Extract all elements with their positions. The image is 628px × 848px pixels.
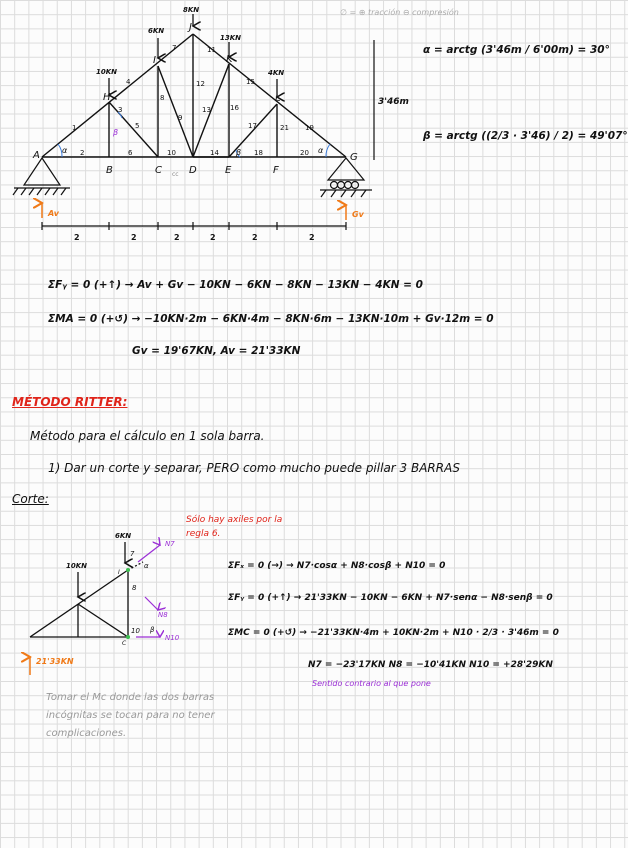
bar-11: 11 (207, 46, 216, 54)
cut-equation-mc: ΣMC = 0 (+↺) → −21'33KN·4m + 10KN·2m + N10 · 2/3 · 3'46m = 0 (228, 628, 559, 638)
cut-force-n8: N8 (158, 611, 168, 619)
node-I: I (153, 55, 156, 66)
reactions (42, 203, 346, 220)
cut-load-10kn: 10KN (66, 562, 88, 570)
bar-18: 18 (254, 149, 263, 157)
support-left (13, 158, 70, 195)
sign-convention-note: ∅ = ⊕ tracción ⊖ compresión (340, 8, 459, 17)
bar-3: 3 (118, 106, 123, 114)
angle-alpha-left: α (62, 146, 68, 155)
load-8kn: 8KN (183, 6, 200, 14)
node-A: A (33, 150, 40, 161)
span-dimension (42, 222, 346, 230)
cut-load-6kn: 6KN (115, 532, 132, 540)
cut-labels (66, 532, 180, 647)
bar-14: 14 (210, 149, 219, 157)
bar-21: 21 (280, 124, 289, 132)
bar-16: 16 (230, 104, 239, 112)
bar-4: 4 (126, 78, 131, 86)
span-3: 2 (174, 233, 180, 242)
cut-equation-fy: ΣFᵧ = 0 (+↑) → 21'33KN − 10KN − 6KN + N7·senα − N8·senβ = 0 (228, 593, 553, 603)
cut-bar-7: 7 (130, 550, 135, 558)
reactions-result: Gv = 19'67KN, Av = 21'33KN (132, 345, 301, 357)
bar-1: 1 (72, 124, 77, 132)
support-right (320, 158, 372, 197)
method-step-1: 1) Dar un corte y separar, PERO como mucho puede pillar 3 BARRAS (48, 461, 460, 475)
cut-bar-8: 8 (132, 584, 137, 592)
method-title: MÉTODO RITTER: (12, 395, 128, 409)
reaction-gv: Gv (352, 210, 364, 219)
cut-members (30, 562, 143, 637)
span-labels (74, 233, 315, 242)
node-J: J (189, 22, 192, 33)
truss-load-labels (96, 6, 284, 77)
node-K: K (226, 54, 233, 65)
node-E: E (225, 165, 232, 176)
node-L: L (275, 93, 281, 104)
bar-9: 9 (178, 114, 183, 122)
cut-equation-fx: ΣFₓ = 0 (→) → N7·cosα + N8·cosβ + N10 = 0 (228, 561, 446, 571)
span-1: 2 (74, 233, 80, 242)
span-5: 2 (252, 233, 258, 242)
equation-sum-ma: ΣMA = 0 (+↺) → −10KN·2m − 6KN·4m − 8KN·6m − 13KN·10m + Gv·12m = 0 (48, 313, 494, 325)
cut-node-i (126, 568, 130, 572)
bar-20: 20 (300, 149, 309, 157)
angle-alpha-right: α (318, 146, 324, 155)
beta-equation: β = arctg ((2/3 · 3'46) / 2) = 49'07° (423, 130, 628, 142)
bar-13: 13 (202, 106, 211, 114)
axial-only-note: Sólo hay axiles por la regla 6. (186, 515, 283, 539)
height-label: 3'46m (378, 97, 409, 107)
cut-node-c (126, 635, 130, 639)
bar-8: 8 (160, 94, 165, 102)
cut-node-i-label: I (118, 569, 120, 576)
bar-5: 5 (135, 122, 140, 130)
cut-forces (136, 545, 160, 637)
moment-tip-note: Tomar el Mc donde las dos barras incógnitas se tocan para no tener complicaciones. (46, 692, 215, 739)
span-6: 2 (309, 233, 315, 242)
cut-left-reaction: 21'33KN (36, 657, 74, 666)
load-4kn: 4KN (268, 69, 285, 77)
node-G: G (350, 152, 358, 163)
cut-angle-alpha: α (144, 562, 149, 570)
node-B: B (106, 165, 113, 176)
cut-bar-10: 10 (131, 627, 140, 635)
angle-beta-2: β (236, 148, 242, 157)
equation-sum-fy: ΣFᵧ = 0 (+↑) → Av + Gv − 10KN − 6KN − 8KN − 13KN − 4KN = 0 (48, 279, 423, 291)
bar-7: 7 (172, 44, 177, 52)
cut-heading: Corte: (12, 492, 49, 506)
bar-12: 12 (196, 80, 205, 88)
cut-node-c-label: C (122, 640, 127, 647)
cut-results: N7 = −23'17KN N8 = −10'41KN N10 = +28'29KN (308, 660, 553, 670)
span-4: 2 (210, 233, 216, 242)
load-6kn: 6KN (148, 27, 165, 35)
method-description: Método para el cálculo en 1 sola barra. (30, 429, 265, 443)
bar-6: 6 (128, 149, 133, 157)
bar-2: 2 (80, 149, 85, 157)
cut-force-n10: N10 (165, 634, 180, 642)
compass-mark: cc (172, 171, 179, 178)
load-10kn: 10KN (96, 68, 118, 76)
angle-arcs (58, 112, 330, 157)
reaction-av: Av (48, 209, 59, 218)
cut-force-n7: N7 (165, 540, 175, 548)
bar-10: 10 (167, 149, 176, 157)
node-H: H (103, 92, 111, 103)
bar-19: 19 (305, 124, 314, 132)
alpha-equation: α = arctg (3'46m / 6'00m) = 30° (423, 44, 610, 56)
node-F: F (273, 165, 279, 176)
angle-beta-1: β (113, 128, 119, 137)
bar-15: 15 (246, 78, 255, 86)
span-2: 2 (131, 233, 137, 242)
cut-angle-beta: β (150, 626, 155, 634)
truss-members (42, 34, 346, 157)
node-D: D (189, 165, 197, 176)
node-C: C (155, 165, 162, 176)
load-13kn: 13KN (220, 34, 242, 42)
cut-results-note: Sentido contrario al que pone (312, 679, 431, 688)
bar-17: 17 (248, 122, 257, 130)
